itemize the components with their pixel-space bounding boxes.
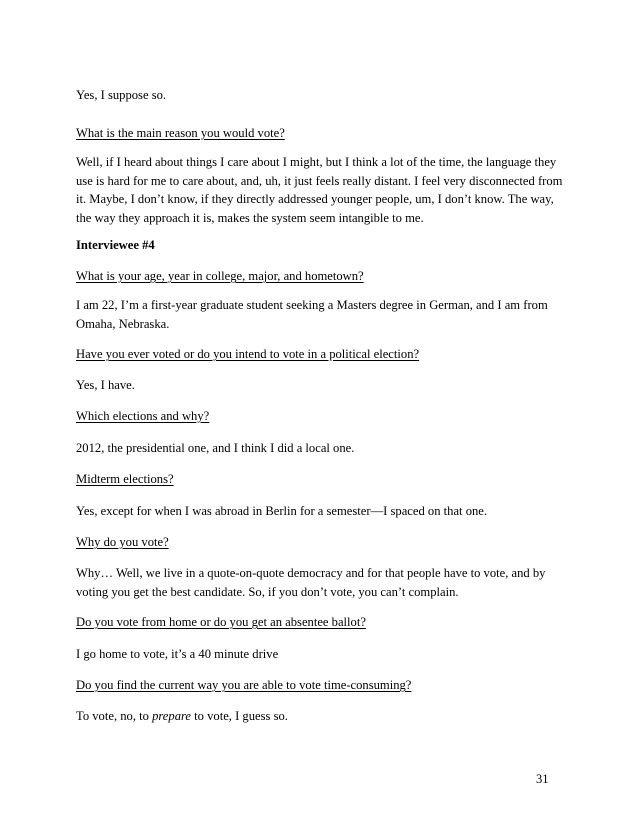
- answer-line: Why… Well, we live in a quote-on-quote democracy and for that people have to vote, and by: [76, 566, 546, 580]
- question-line: Do you find the current way you are able to vote time-consuming?: [76, 678, 412, 692]
- interview-question: [76, 613, 366, 632]
- interview-question: [76, 533, 169, 552]
- heading-text: Interviewee #4: [76, 238, 155, 252]
- answer-line: use is hard for me to care about, and, uh, it just feels really distant. I feel very disconnected from: [76, 173, 563, 188]
- question-line: Midterm elections?: [76, 472, 174, 486]
- answer-text: [76, 564, 545, 601]
- question-line: Which elections and why?: [76, 409, 210, 423]
- answer-line: I am 22, I’m a first-year graduate student seeking a Masters degree in German, and I am from: [76, 298, 548, 312]
- answer-text: [76, 645, 278, 664]
- answer-line: the way they approach it is, makes the system seem intangible to me.: [76, 210, 424, 225]
- answer-line: Well, if I heard about things I care about I might, but I think a lot of the time, the language they: [76, 155, 557, 169]
- question-line: Why do you vote?: [76, 535, 169, 549]
- question-line: Do you vote from home or do you get an absentee ballot?: [76, 615, 366, 629]
- answer-line: it. Maybe, I don’t know, if they directly addressed younger people, um, I don’t know. The way,: [76, 192, 554, 206]
- answer-line: voting you get the best candidate. So, if you don’t vote, you can’t complain.: [76, 584, 459, 599]
- page-number: 31: [536, 772, 549, 786]
- answer-text: [76, 502, 487, 521]
- question-line: Have you ever voted or do you intend to vote in a political election?: [76, 347, 420, 361]
- answer-text: [76, 86, 166, 105]
- answer-line: Yes, I have.: [76, 378, 135, 392]
- answer-text: [76, 153, 562, 227]
- interview-question: [76, 267, 364, 286]
- interviewee-heading: [76, 236, 155, 255]
- answer-line: Yes, except for when I was abroad in Berlin for a semester—I spaced on that one.: [76, 504, 488, 518]
- answer-segment: To vote, no, to: [76, 709, 153, 723]
- answer-segment: to vote, I guess so.: [191, 709, 288, 723]
- emphasized-word: prepare: [152, 709, 192, 723]
- answer-text: [76, 376, 135, 395]
- answer-line: Yes, I suppose so.: [76, 88, 167, 102]
- answer-text: [76, 439, 354, 458]
- answer-line: Omaha, Nebraska.: [76, 316, 170, 331]
- interview-question: [76, 676, 411, 695]
- question-line: What is your age, year in college, major, and hometown?: [76, 269, 364, 283]
- interview-question: [76, 345, 419, 364]
- interview-question: [76, 470, 174, 489]
- answer-line: 2012, the presidential one, and I think I did a local one.: [76, 441, 355, 455]
- interview-question: [76, 407, 209, 426]
- answer-text: [76, 707, 288, 726]
- interview-question: [76, 124, 285, 143]
- question-line: What is the main reason you would vote?: [76, 126, 285, 140]
- answer-line: I go home to vote, it’s a 40 minute drive: [76, 647, 279, 661]
- answer-text: [76, 296, 548, 333]
